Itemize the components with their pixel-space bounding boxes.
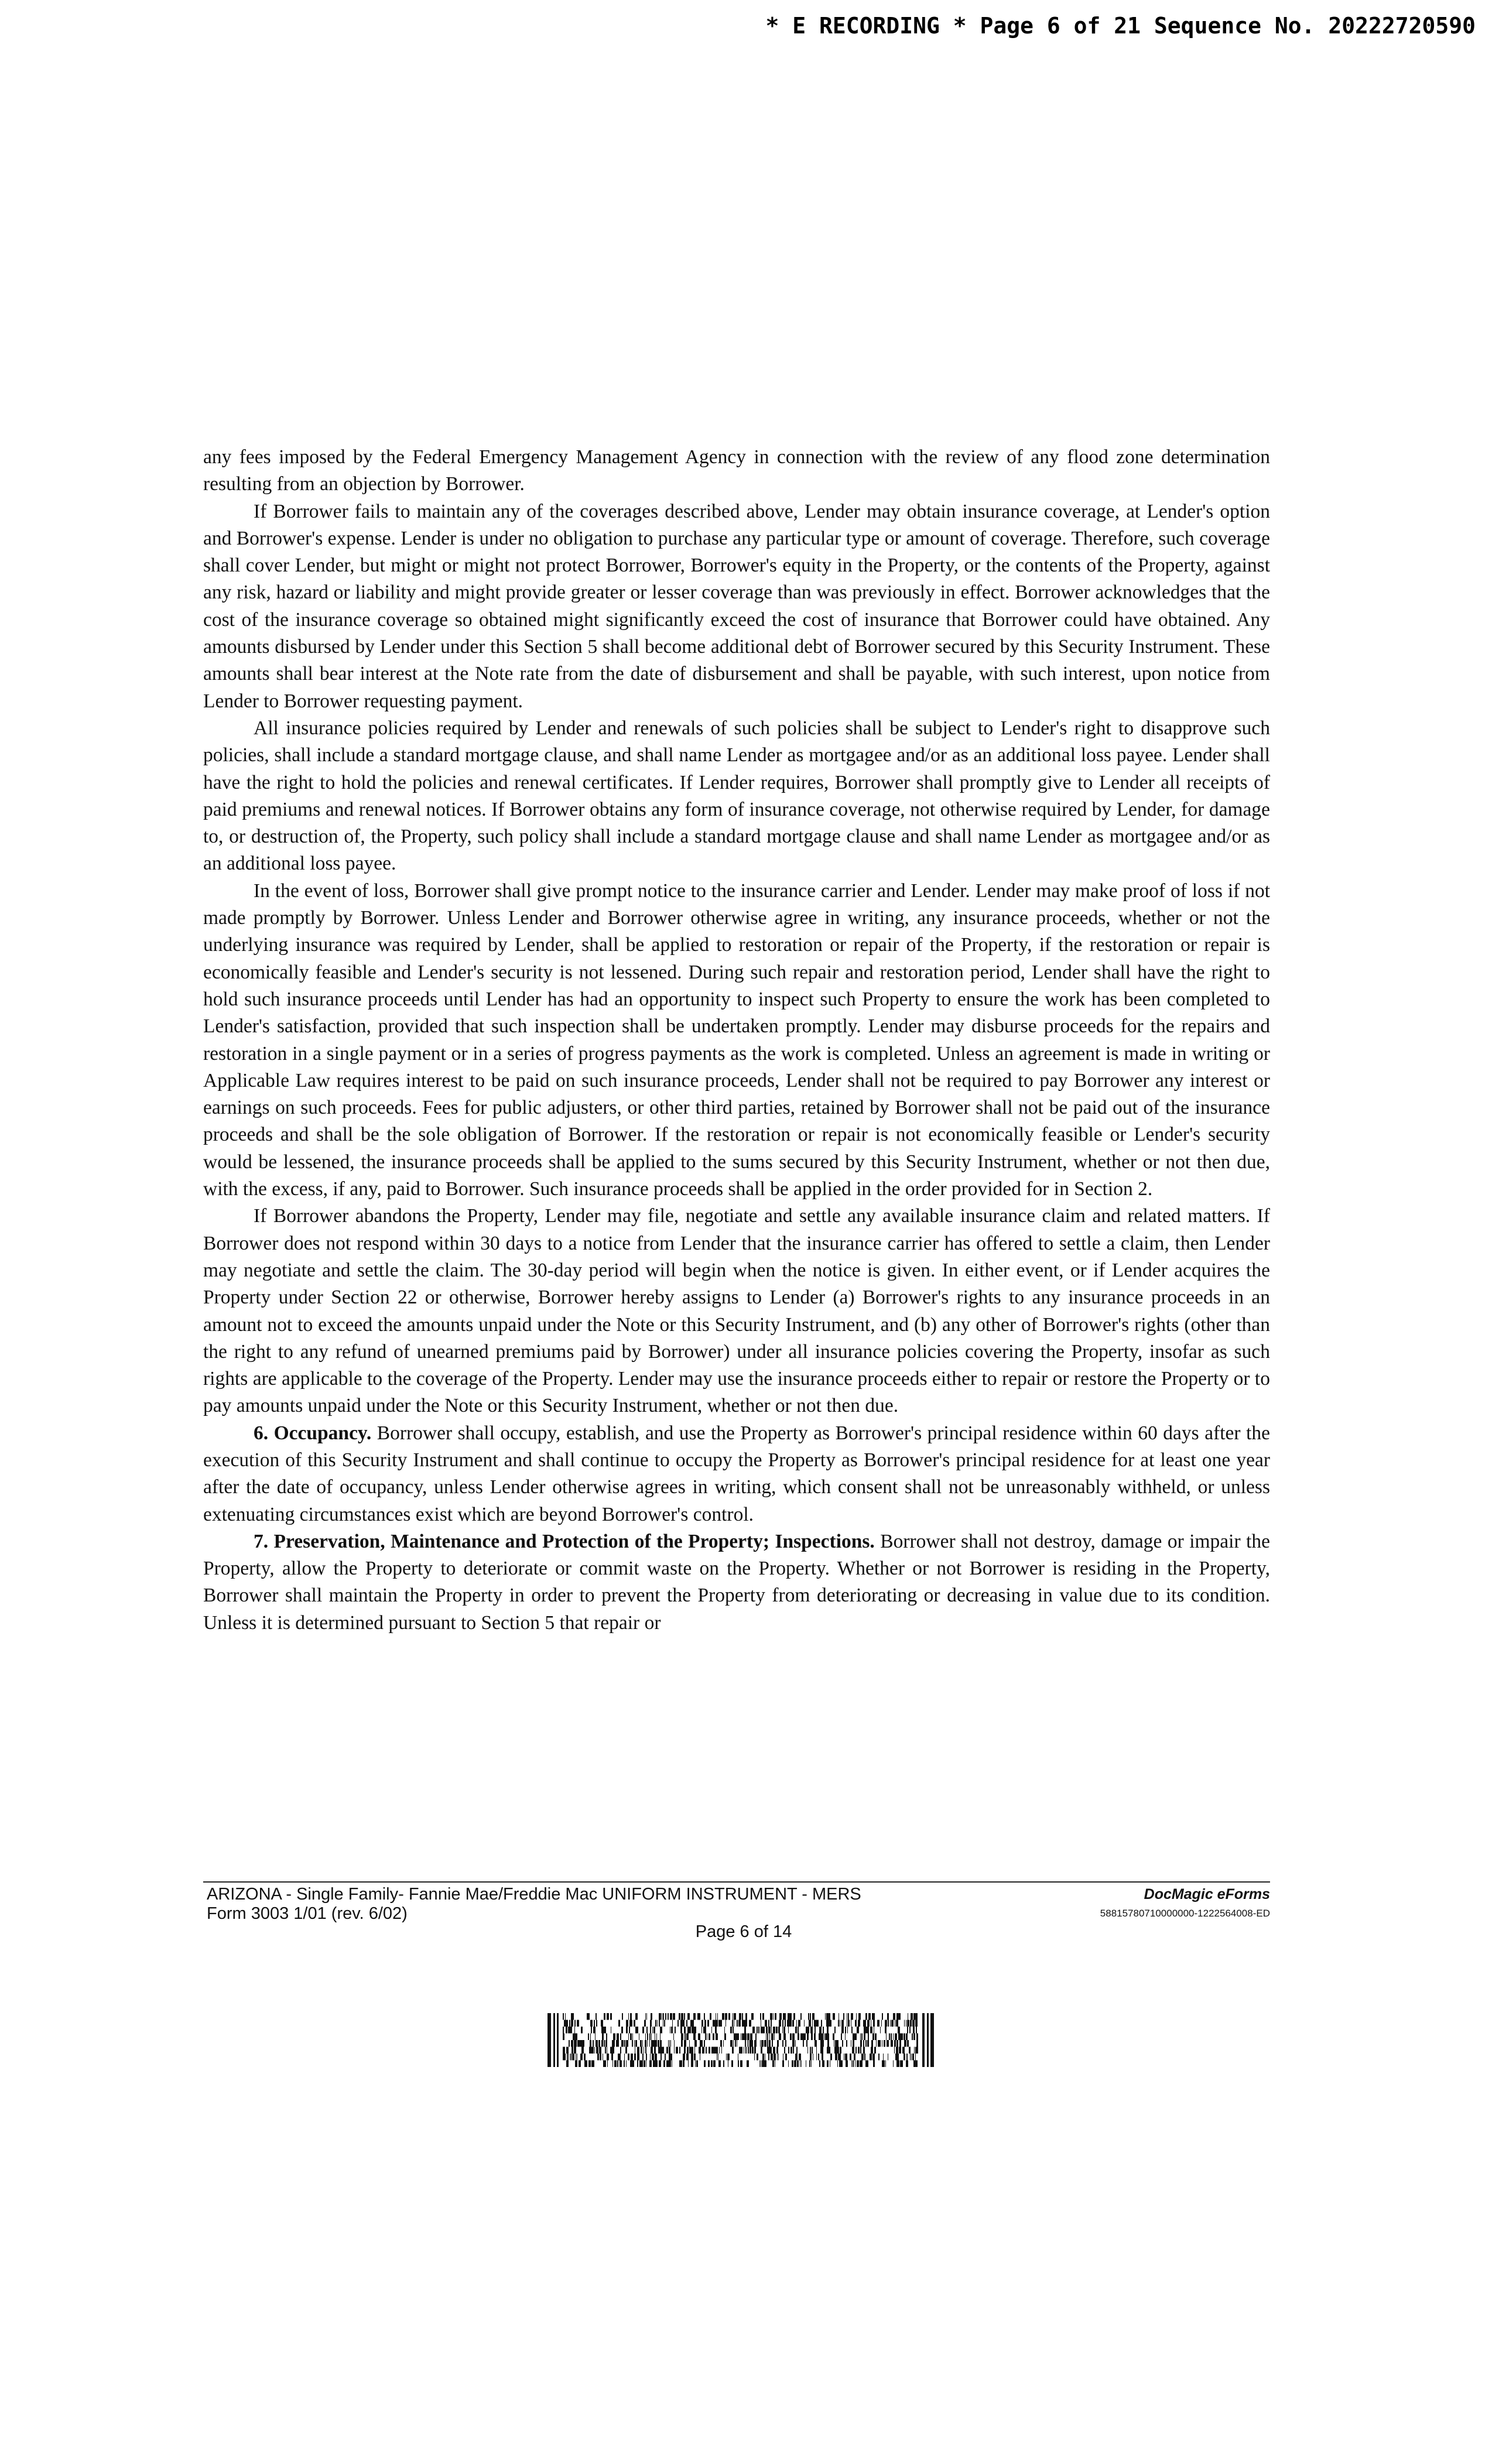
footer-form-title: ARIZONA - Single Family- Fannie Mae/Freddie Mac UNIFORM INSTRUMENT - MERS bbox=[207, 1885, 861, 1904]
footer-form-number: Form 3003 1/01 (rev. 6/02) bbox=[207, 1904, 408, 1923]
footer-divider bbox=[203, 1881, 1270, 1883]
section-7-text: Borrower shall not destroy, damage or impair the Property, allow the Property to deteriorate or commit waste on the Property. Whether or not Borrower is residing in the Property, Borrower shall maintain the Property in order to prevent the Property from deteriorating or decreasing in value due to its condition. Unless it is determined pursuant to Section 5 that repair or bbox=[203, 1530, 1271, 1634]
paragraph-insurance-coverage: If Borrower fails to maintain any of the coverages described above, Lender may obtain insurance coverage, at Lender's option and Borrower's expense. Lender is under no obligation to purchase any particular type or amount of coverage. Therefore, such coverage shall cover Lender, but might or might not protect Borrower, Borrower's equity in the Property, or the contents of the Property, against any risk, hazard or liability and might provide greater or lesser coverage than was previously in effect. Borrower acknowledges that the cost of the insurance coverage so obtained might significantly exceed the cost of insurance that Borrower could have obtained. Any amounts disbursed by Lender under this Section 5 shall become additional debt of Borrower secured by this Security Instrument. These amounts shall bear interest at the Note rate from the date of disbursement and shall be payable, with such interest, upon notice from Lender to Borrower requesting payment. bbox=[203, 500, 1270, 712]
barcode-image bbox=[547, 2013, 934, 2067]
section-7-preservation bbox=[203, 1528, 1270, 1637]
paragraph-flood-fees: any fees imposed by the Federal Emergency Management Agency in connection with the review of any flood zone determination resulting from an objection by Borrower. bbox=[203, 446, 1270, 495]
paragraph-abandonment: If Borrower abandons the Property, Lender may file, negotiate and settle any available insurance claim and related matters. If Borrower does not respond within 30 days to a notice from Lender that the insurance carrier has offered to settle a claim, then Lender may negotiate and settle the claim. The 30-day period will begin when the notice is given. In either event, or if Lender acquires the Property under Section 22 or otherwise, Borrower hereby assigns to Lender (a) Borrower's rights to any insurance proceeds in an amount not to exceed the amounts unpaid under the Note or this Security Instrument, and (b) any other of Borrower's rights (other than the right to any refund of unearned premiums paid by Borrower) under all insurance policies covering the Property, insofar as such rights are applicable to the coverage of the Property. Lender may use the insurance proceeds either to repair or restore the Property or to pay amounts unpaid under the Note or this Security Instrument, whether or not then due. bbox=[203, 1205, 1270, 1417]
section-6-occupancy bbox=[203, 1420, 1270, 1528]
section-7-heading: 7. Preservation, Maintenance and Protection of the Property; Inspections. bbox=[254, 1530, 875, 1552]
footer-doc-code: 58815780710000000-1222564008-ED bbox=[1100, 1908, 1270, 1919]
recording-header: * E RECORDING * Page 6 of 21 Sequence No. 20222720590 bbox=[765, 13, 1476, 39]
paragraph-insurance-policies: All insurance policies required by Lender and renewals of such policies shall be subject to Lender's right to disapprove such policies, shall include a standard mortgage clause, and shall name Lender as mortgagee and/or as an additional loss payee. Lender shall have the right to hold the policies and renewal certificates. If Lender requires, Borrower shall promptly give to Lender all receipts of paid premiums and renewal notices. If Borrower obtains any form of insurance coverage, not otherwise required by Lender, for damage to, or destruction of, the Property, such policy shall include a standard mortgage clause and shall name Lender as mortgagee and/or as an additional loss payee. bbox=[203, 717, 1270, 875]
document-body bbox=[203, 444, 1270, 1637]
section-6-text: Borrower shall occupy, establish, and use the Property as Borrower's principal residence within 60 days after the execution of this Security Instrument and shall continue to occupy the Property as Borrower's principal residence for at least one year after the date of occupancy, unless Lender otherwise agrees in writing, which consent shall not be unreasonably withheld, or unless extenuating circumstances exist which are beyond Borrower's control. bbox=[203, 1422, 1270, 1525]
paragraph-event-of-loss: In the event of loss, Borrower shall give prompt notice to the insurance carrier and Lender. Lender may make proof of loss if not made promptly by Borrower. Unless Lender and Borrower otherwise agree in writing, any insurance proceeds, whether or not the underlying insurance was required by Lender, shall be applied to restoration or repair of the Property, if the restoration or repair is economically feasible and Lender's security is not lessened. During such repair and restoration period, Lender shall have the right to hold such insurance proceeds until Lender has had an opportunity to inspect such Property to ensure the work has been completed to Lender's satisfaction, provided that such inspection shall be undertaken promptly. Lender may disburse proceeds for the repairs and restoration in a single payment or in a series of progress payments as the work is completed. Unless an agreement is made in writing or Applicable Law requires interest to be paid on such insurance proceeds, Lender shall not be required to pay Borrower any interest or earnings on such proceeds. Fees for public adjusters, or other third parties, retained by Borrower shall not be paid out of the insurance proceeds and shall be the sole obligation of Borrower. If the restoration or repair is not economically feasible or Lender's security would be lessened, the insurance proceeds shall be applied to the sums secured by this Security Instrument, whether or not then due, with the excess, if any, paid to Borrower. Such insurance proceeds shall be applied in the order provided for in Section 2. bbox=[203, 879, 1270, 1200]
docmagic-logo: DocMagic eForms bbox=[1144, 1886, 1270, 1902]
footer-form-info bbox=[207, 1885, 968, 1924]
section-6-heading: 6. Occupancy. bbox=[254, 1422, 372, 1444]
footer-page-number: Page 6 of 14 bbox=[695, 1922, 792, 1941]
